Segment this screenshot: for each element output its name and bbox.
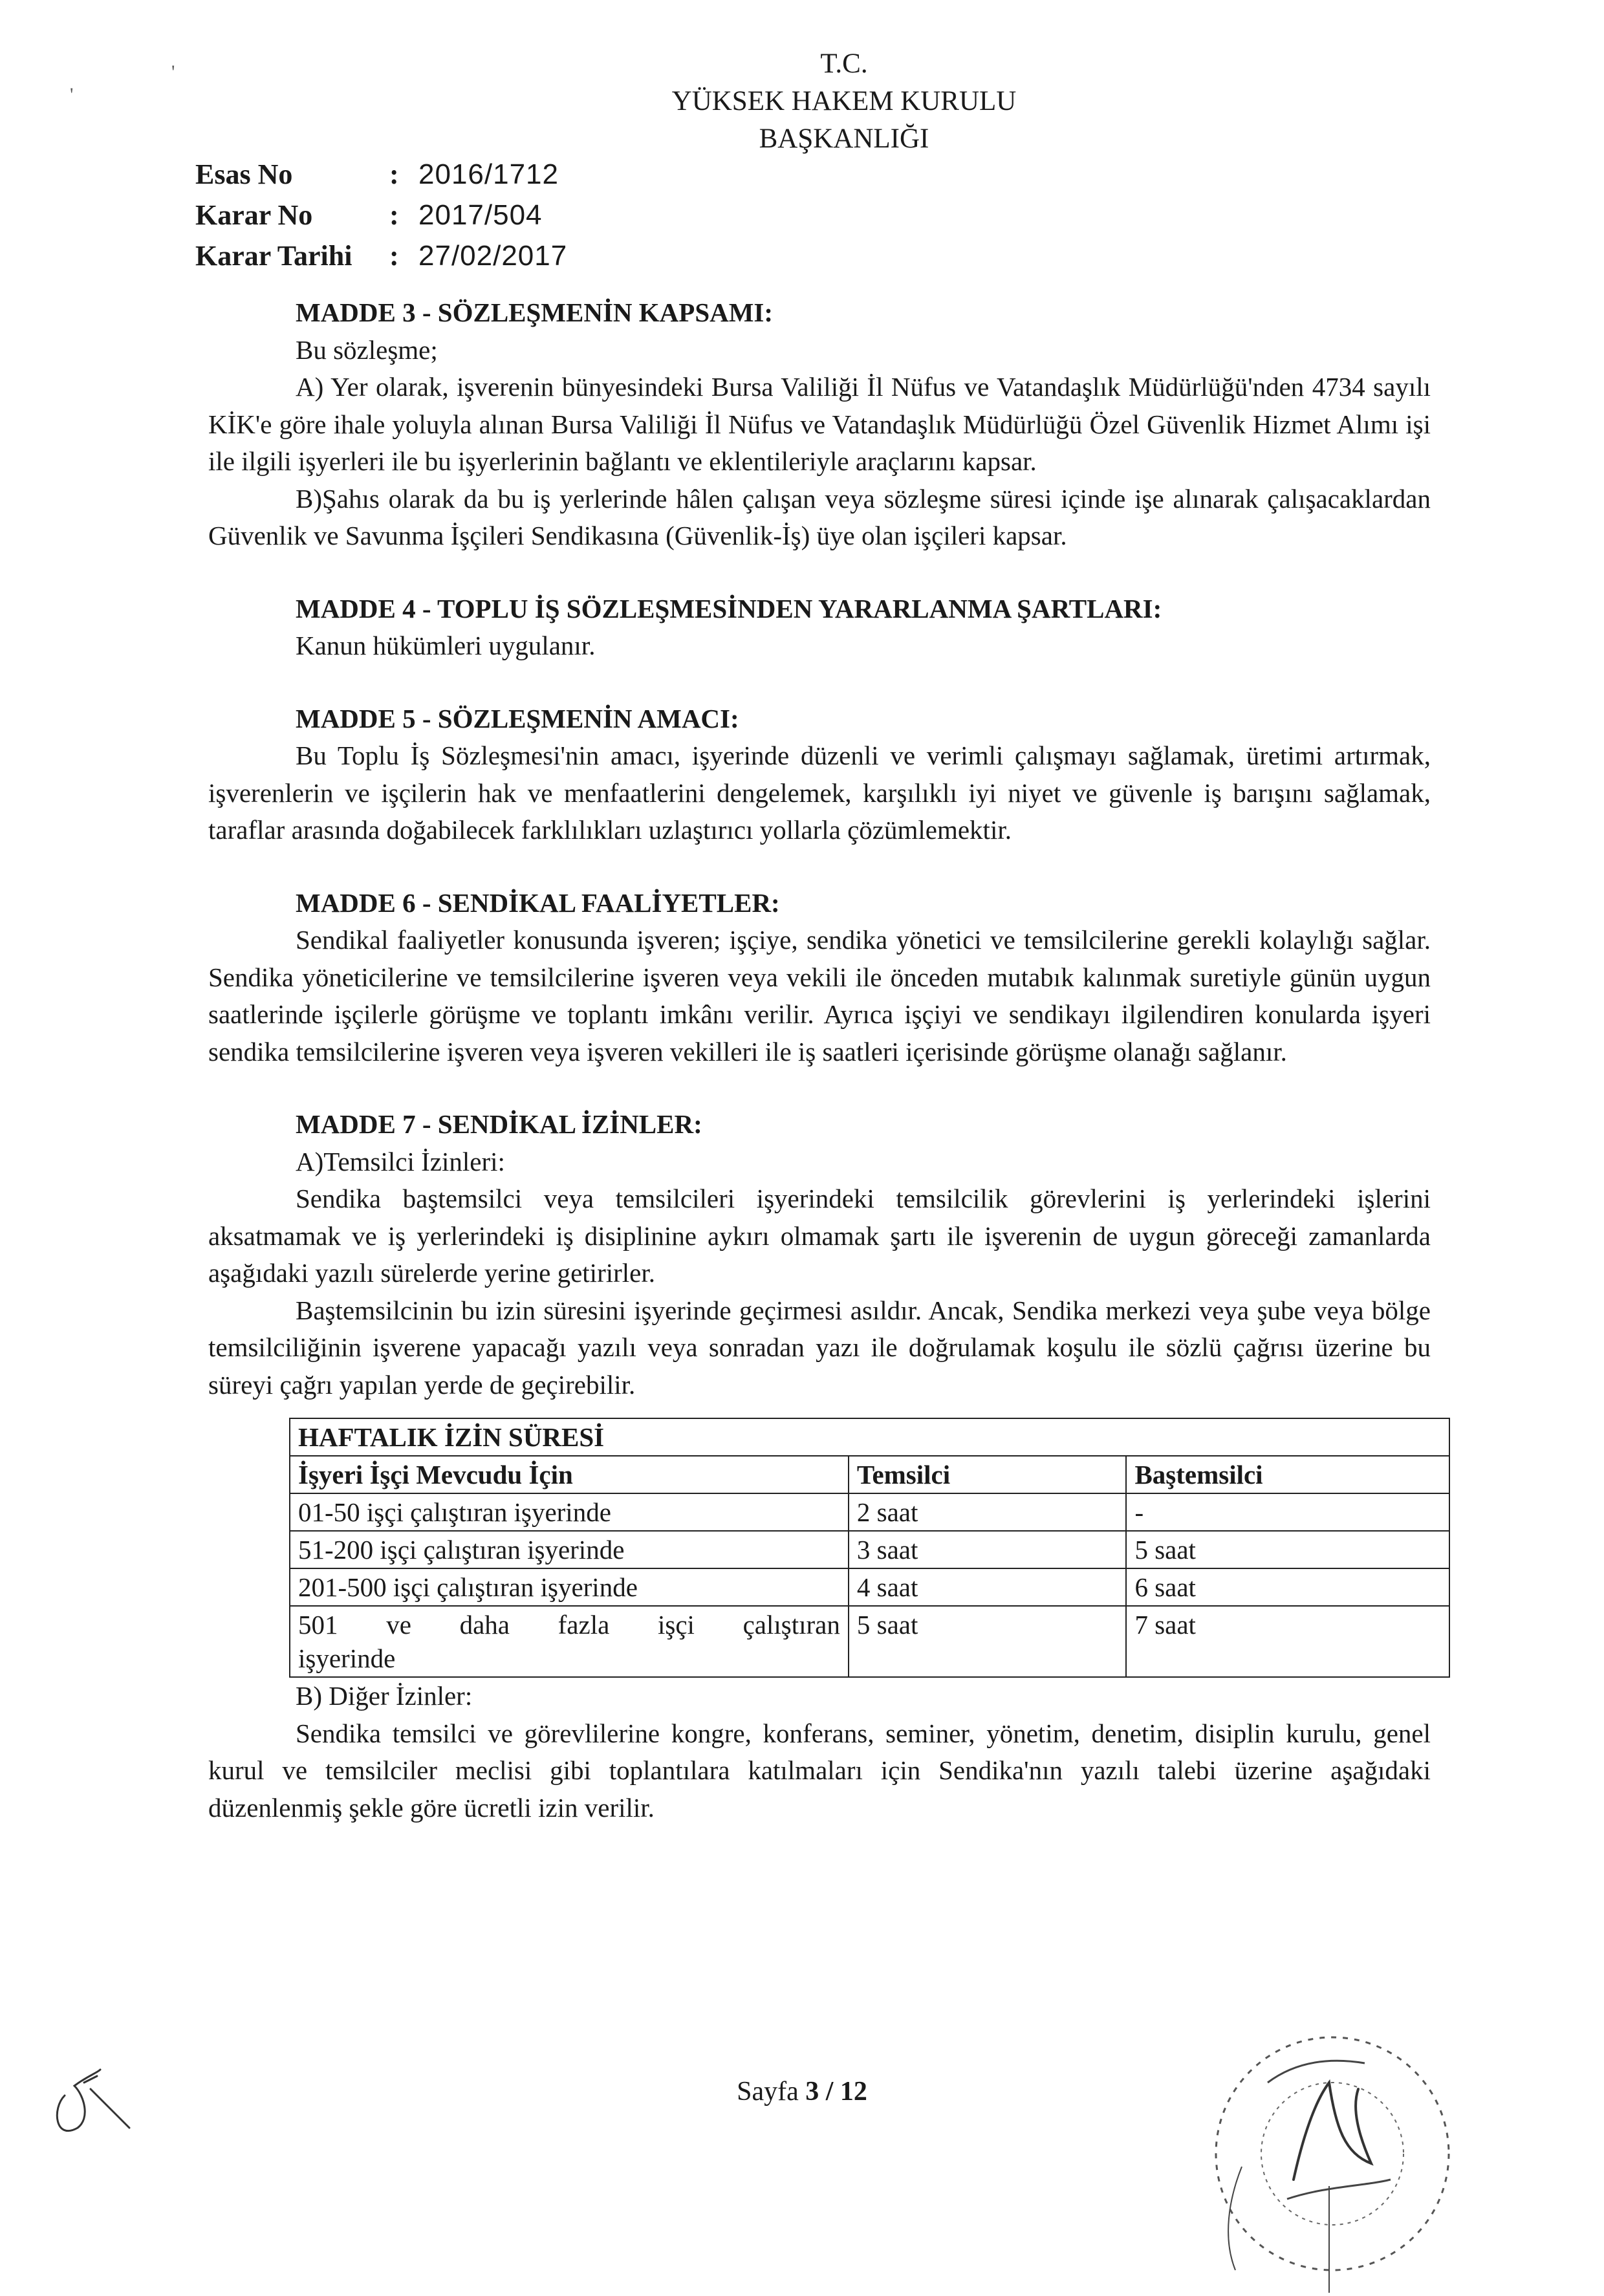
- page-total: 12: [840, 2077, 867, 2106]
- madde7-sub-a: A)Temsilci İzinleri:: [296, 1146, 505, 1176]
- madde7-heading: MADDE 7 - SENDİKAL İZİNLER:: [296, 1109, 702, 1139]
- table-cell: 4 saat: [849, 1568, 1127, 1606]
- madde7-p2: Baştemsilcinin bu izin süresini işyerinde geçirmesi asıldır. Ancak, Sendika merkezi veya şube veya bölge temsilciliğinin işverene yapacağı yazılı veya sonradan yazı ile doğrulamak koşulu ile sözlü çağrısı üzerine bu süreyi çağrı yapılan yerde de geçirebilir.: [208, 1295, 1431, 1400]
- header-cell: Temsilci: [849, 1456, 1127, 1493]
- table-header-row: [290, 1456, 1449, 1493]
- table-row: [290, 1493, 1449, 1531]
- esas-value: 2016/1712: [418, 158, 559, 190]
- table-cell: [290, 1606, 849, 1677]
- madde6-body: Sendikal faaliyetler konusunda işveren; işçiye, sendika yönetici ve temsilcilerine gerekli kolaylığı sağlar. Sendika yöneticilerine ve temsilcilerine işveren veya vekili ile önceden mutabık kalınmak suretiyle günün uygun saatlerinde işçilerle görüşme ve toplantı imkânı verilir. Ayrıca işçiyi ve sendikayı ilgilendiren konularda işyeri sendika temsilcilerine işveren veya işveren vekilleri ile iş saatleri içerisinde görüşme olanağı sağlanır.: [208, 925, 1431, 1067]
- colon: :: [389, 240, 399, 272]
- table-cell: 5 saat: [849, 1606, 1127, 1677]
- esas-label: Esas No: [195, 158, 293, 190]
- case-meta: [195, 154, 567, 276]
- document-header: [0, 45, 1604, 158]
- karar-value: 2017/504: [418, 199, 543, 231]
- table-row: [290, 1606, 1449, 1677]
- tarih-label: Karar Tarihi: [195, 240, 352, 272]
- madde4-heading: MADDE 4 - TOPLU İŞ SÖZLEŞMESİNDEN YARARLANMA ŞARTLARI:: [296, 593, 1162, 623]
- madde5-heading: MADDE 5 - SÖZLEŞMENİN AMACI:: [296, 703, 739, 733]
- table-row: [290, 1568, 1449, 1606]
- table-cell: 51-200 işçi çalıştıran işyerinde: [290, 1531, 849, 1568]
- madde3-a: A) Yer olarak, işverenin bünyesindeki Bursa Valiliği İl Nüfus ve Vatandaşlık Müdürlüğü'nden 4734 sayılı KİK'e göre ihale yoluyla alınan Bursa Valiliği İl Nüfus ve Vatandaşlık Müdürlüğü Özel Güvenlik Hizmet Alımı işi ile ilgili işyerleri ile bu işyerlerinin bağlantı ve eklentileriyle araçlarını kapsar.: [208, 372, 1431, 476]
- madde3-heading: MADDE 3 - SÖZLEŞMENİN KAPSAMI:: [296, 298, 774, 327]
- tarih-row: [195, 235, 567, 276]
- header-institution: YÜKSEK HAKEM KURULU: [671, 86, 1017, 116]
- madde7-sub-b: B) Diğer İzinler:: [296, 1681, 473, 1711]
- header-cell: Baştemsilci: [1126, 1456, 1449, 1493]
- madde3-intro: Bu sözleşme;: [296, 334, 438, 365]
- table-title: HAFTALIK İZİN SÜRESİ: [290, 1418, 1449, 1456]
- esas-row: [195, 154, 567, 195]
- cell-line: işyerinde: [298, 1643, 396, 1673]
- table-row: [290, 1531, 1449, 1568]
- colon: :: [389, 199, 399, 231]
- colon: :: [389, 158, 399, 190]
- table-cell: 7 saat: [1126, 1606, 1449, 1677]
- table-cell: 3 saat: [849, 1531, 1127, 1568]
- madde6-heading: MADDE 6 - SENDİKAL FAALİYETLER:: [296, 887, 780, 918]
- scan-mark: ': [70, 84, 74, 105]
- scan-mark: ': [171, 61, 175, 83]
- table-cell: -: [1126, 1493, 1449, 1531]
- table-cell: 6 saat: [1126, 1568, 1449, 1606]
- document-body: [208, 294, 1431, 1826]
- header-cell: İşyeri İşçi Mevcudu İçin: [290, 1456, 849, 1493]
- header-tc: T.C.: [820, 49, 868, 79]
- madde3-b: B)Şahıs olarak da bu iş yerlerinde hâlen çalışan veya sözleşme süresi içinde işe alınarak çalışacaklardan Güvenlik ve Savunma İşçileri Sendikasına (Güvenlik-İş) üye olan işçileri kapsar.: [208, 483, 1431, 550]
- page-label: Sayfa: [737, 2077, 799, 2106]
- table-cell: 2 saat: [849, 1493, 1127, 1531]
- madde5-body: Bu Toplu İş Sözleşmesi'nin amacı, işyerinde düzenli ve verimli çalışmayı sağlamak, üretimi artırmak, işverenlerin ve işçilerin hak ve menfaatlerini dengelemek, karşılıklı iyi niyet ve güvenle iş barışını sağlamak, taraflar arasında doğabilecek farklılıkları uzlaştırıcı yollarla çözümlemektir.: [208, 741, 1431, 845]
- cell-line: 501 ve daha fazla işçi çalıştıran: [298, 1610, 840, 1640]
- header-presidency: BAŞKANLIĞI: [759, 124, 929, 154]
- page-number: 3: [805, 2077, 819, 2106]
- page-separator: /: [825, 2077, 834, 2106]
- table-cell: 5 saat: [1126, 1531, 1449, 1568]
- madde7-p1: Sendika baştemsilci veya temsilcileri işyerindeki temsilcilik görevlerini iş yerlerindeki işlerini aksatmamak ve iş yerlerindeki iş disiplinine aykırı olmamak şartı ile işverenin de uygun göreceği zamanlarda aşağıdaki yazılı sürelerde yerine getirirler.: [208, 1184, 1431, 1288]
- weekly-leave-table: [289, 1418, 1450, 1678]
- tarih-value: 27/02/2017: [418, 240, 568, 272]
- karar-row: [195, 195, 567, 235]
- madde7-p3: Sendika temsilci ve görevlilerine kongre, konferans, seminer, yönetim, denetim, disiplin kurulu, genel kurul ve temsilciler meclisi gibi toplantılara katılmaları için Sendika'nın yazılı talebi üzerine aşağıdaki düzenlenmiş şekle göre ücretli izin verilir.: [208, 1718, 1431, 1823]
- official-seal: [1197, 2024, 1468, 2296]
- table-cell: 201-500 işçi çalıştıran işyerinde: [290, 1568, 849, 1606]
- page-footer: [0, 2076, 1604, 2107]
- madde4-body: Kanun hükümleri uygulanır.: [296, 631, 596, 660]
- karar-label: Karar No: [195, 199, 313, 231]
- table-cell: 01-50 işçi çalıştıran işyerinde: [290, 1493, 849, 1531]
